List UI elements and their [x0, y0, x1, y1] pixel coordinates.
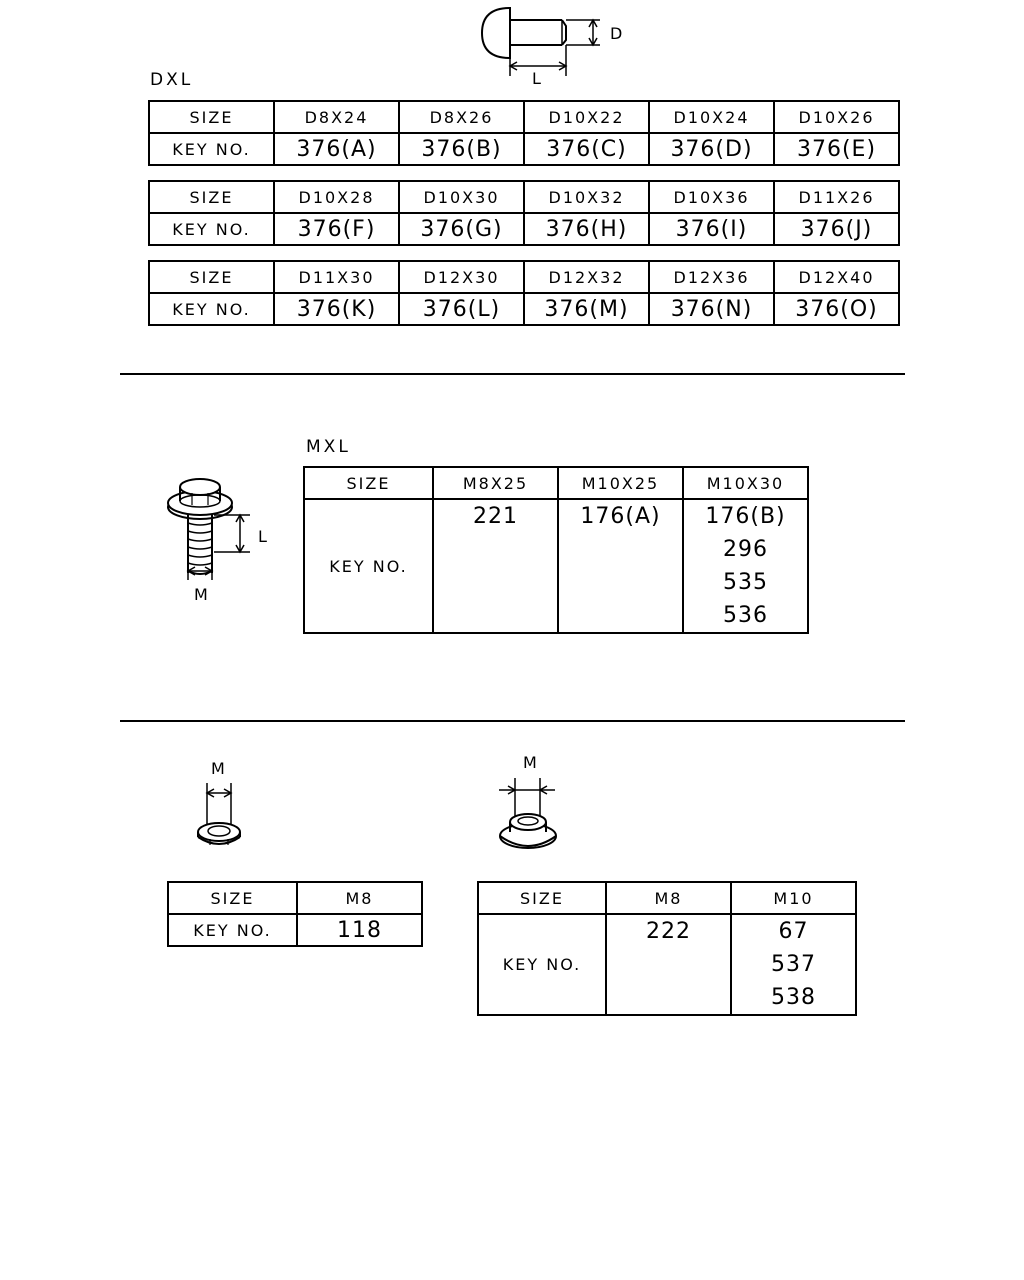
key-no-cell [606, 914, 731, 1015]
size-header: SIZE [149, 261, 274, 293]
size-header: SIZE [149, 181, 274, 213]
key-no-value: 222 [646, 919, 691, 944]
key-no-cell: 376(I) [649, 213, 774, 245]
rivet-table-2 [148, 180, 900, 246]
key-no-value: 296 [723, 537, 768, 562]
key-no-cell [731, 914, 856, 1015]
size-cell: D10X24 [649, 101, 774, 133]
key-no-value: 537 [771, 952, 816, 977]
flange-nut-drawing [495, 770, 565, 860]
size-header: SIZE [149, 101, 274, 133]
key-no-cell [683, 499, 808, 633]
rivet-table-3 [148, 260, 900, 326]
rivet-table-1 [148, 100, 900, 166]
key-no-header: KEY NO. [149, 293, 274, 325]
size-cell: D10X36 [649, 181, 774, 213]
flange-nut-dim-m-label: M [523, 753, 538, 772]
size-cell: D10X26 [774, 101, 899, 133]
size-cell: D12X40 [774, 261, 899, 293]
size-cell: D8X26 [399, 101, 524, 133]
key-no-cell [433, 499, 558, 633]
key-no-cell: 376(O) [774, 293, 899, 325]
key-no-cell [558, 499, 683, 633]
key-no-cell: 376(M) [524, 293, 649, 325]
rivet-dim-d-label: D [610, 24, 624, 43]
size-cell: M10X25 [558, 467, 683, 499]
nut-dim-m-label: M [211, 759, 226, 778]
size-cell: D12X32 [524, 261, 649, 293]
key-no-header: KEY NO. [149, 133, 274, 165]
size-cell: M8 [297, 882, 422, 914]
rivet-drawing [470, 0, 630, 90]
size-cell: D10X32 [524, 181, 649, 213]
hex-nut-drawing [190, 775, 250, 855]
key-no-value: 176(A) [580, 504, 661, 529]
key-no-cell: 376(N) [649, 293, 774, 325]
rivet-dim-l-label: L [532, 69, 542, 88]
size-cell: D10X22 [524, 101, 649, 133]
key-no-header: KEY NO. [478, 914, 606, 1015]
key-no-header: KEY NO. [168, 914, 297, 946]
rivet-series-label: DXL [150, 70, 194, 90]
size-cell: M10X30 [683, 467, 808, 499]
size-cell: D12X30 [399, 261, 524, 293]
key-no-cell: 376(J) [774, 213, 899, 245]
key-no-header: KEY NO. [304, 499, 433, 633]
bolt-dim-m-label: M [194, 585, 209, 604]
size-header: SIZE [478, 882, 606, 914]
size-header: SIZE [304, 467, 433, 499]
bolt-dim-l-label: L [258, 527, 268, 546]
flange-nut-table [477, 881, 857, 1016]
key-no-cell: 376(F) [274, 213, 399, 245]
key-no-value: 535 [723, 570, 768, 595]
key-no-cell: 376(L) [399, 293, 524, 325]
key-no-cell: 376(E) [774, 133, 899, 165]
size-header: SIZE [168, 882, 297, 914]
size-cell: M10 [731, 882, 856, 914]
size-cell: D10X30 [399, 181, 524, 213]
section-divider [120, 720, 905, 722]
key-no-value: 538 [771, 985, 816, 1010]
key-no-cell: 376(H) [524, 213, 649, 245]
size-cell: D12X36 [649, 261, 774, 293]
key-no-value: 67 [778, 919, 809, 944]
key-no-cell: 376(B) [399, 133, 524, 165]
key-no-cell: 118 [297, 914, 422, 946]
size-cell: M8 [606, 882, 731, 914]
bolt-table [303, 466, 809, 634]
key-no-cell: 376(A) [274, 133, 399, 165]
key-no-cell: 376(D) [649, 133, 774, 165]
size-cell: D10X28 [274, 181, 399, 213]
key-no-value: 221 [473, 504, 518, 529]
key-no-value: 536 [723, 603, 768, 628]
bolt-series-label: MXL [306, 437, 351, 457]
key-no-cell: 376(G) [399, 213, 524, 245]
size-cell: M8X25 [433, 467, 558, 499]
key-no-cell: 376(C) [524, 133, 649, 165]
nut-table [167, 881, 423, 947]
section-divider [120, 373, 905, 375]
key-no-header: KEY NO. [149, 213, 274, 245]
size-cell: D11X30 [274, 261, 399, 293]
key-no-value: 176(B) [705, 504, 786, 529]
size-cell: D11X26 [774, 181, 899, 213]
size-cell: D8X24 [274, 101, 399, 133]
key-no-cell: 376(K) [274, 293, 399, 325]
